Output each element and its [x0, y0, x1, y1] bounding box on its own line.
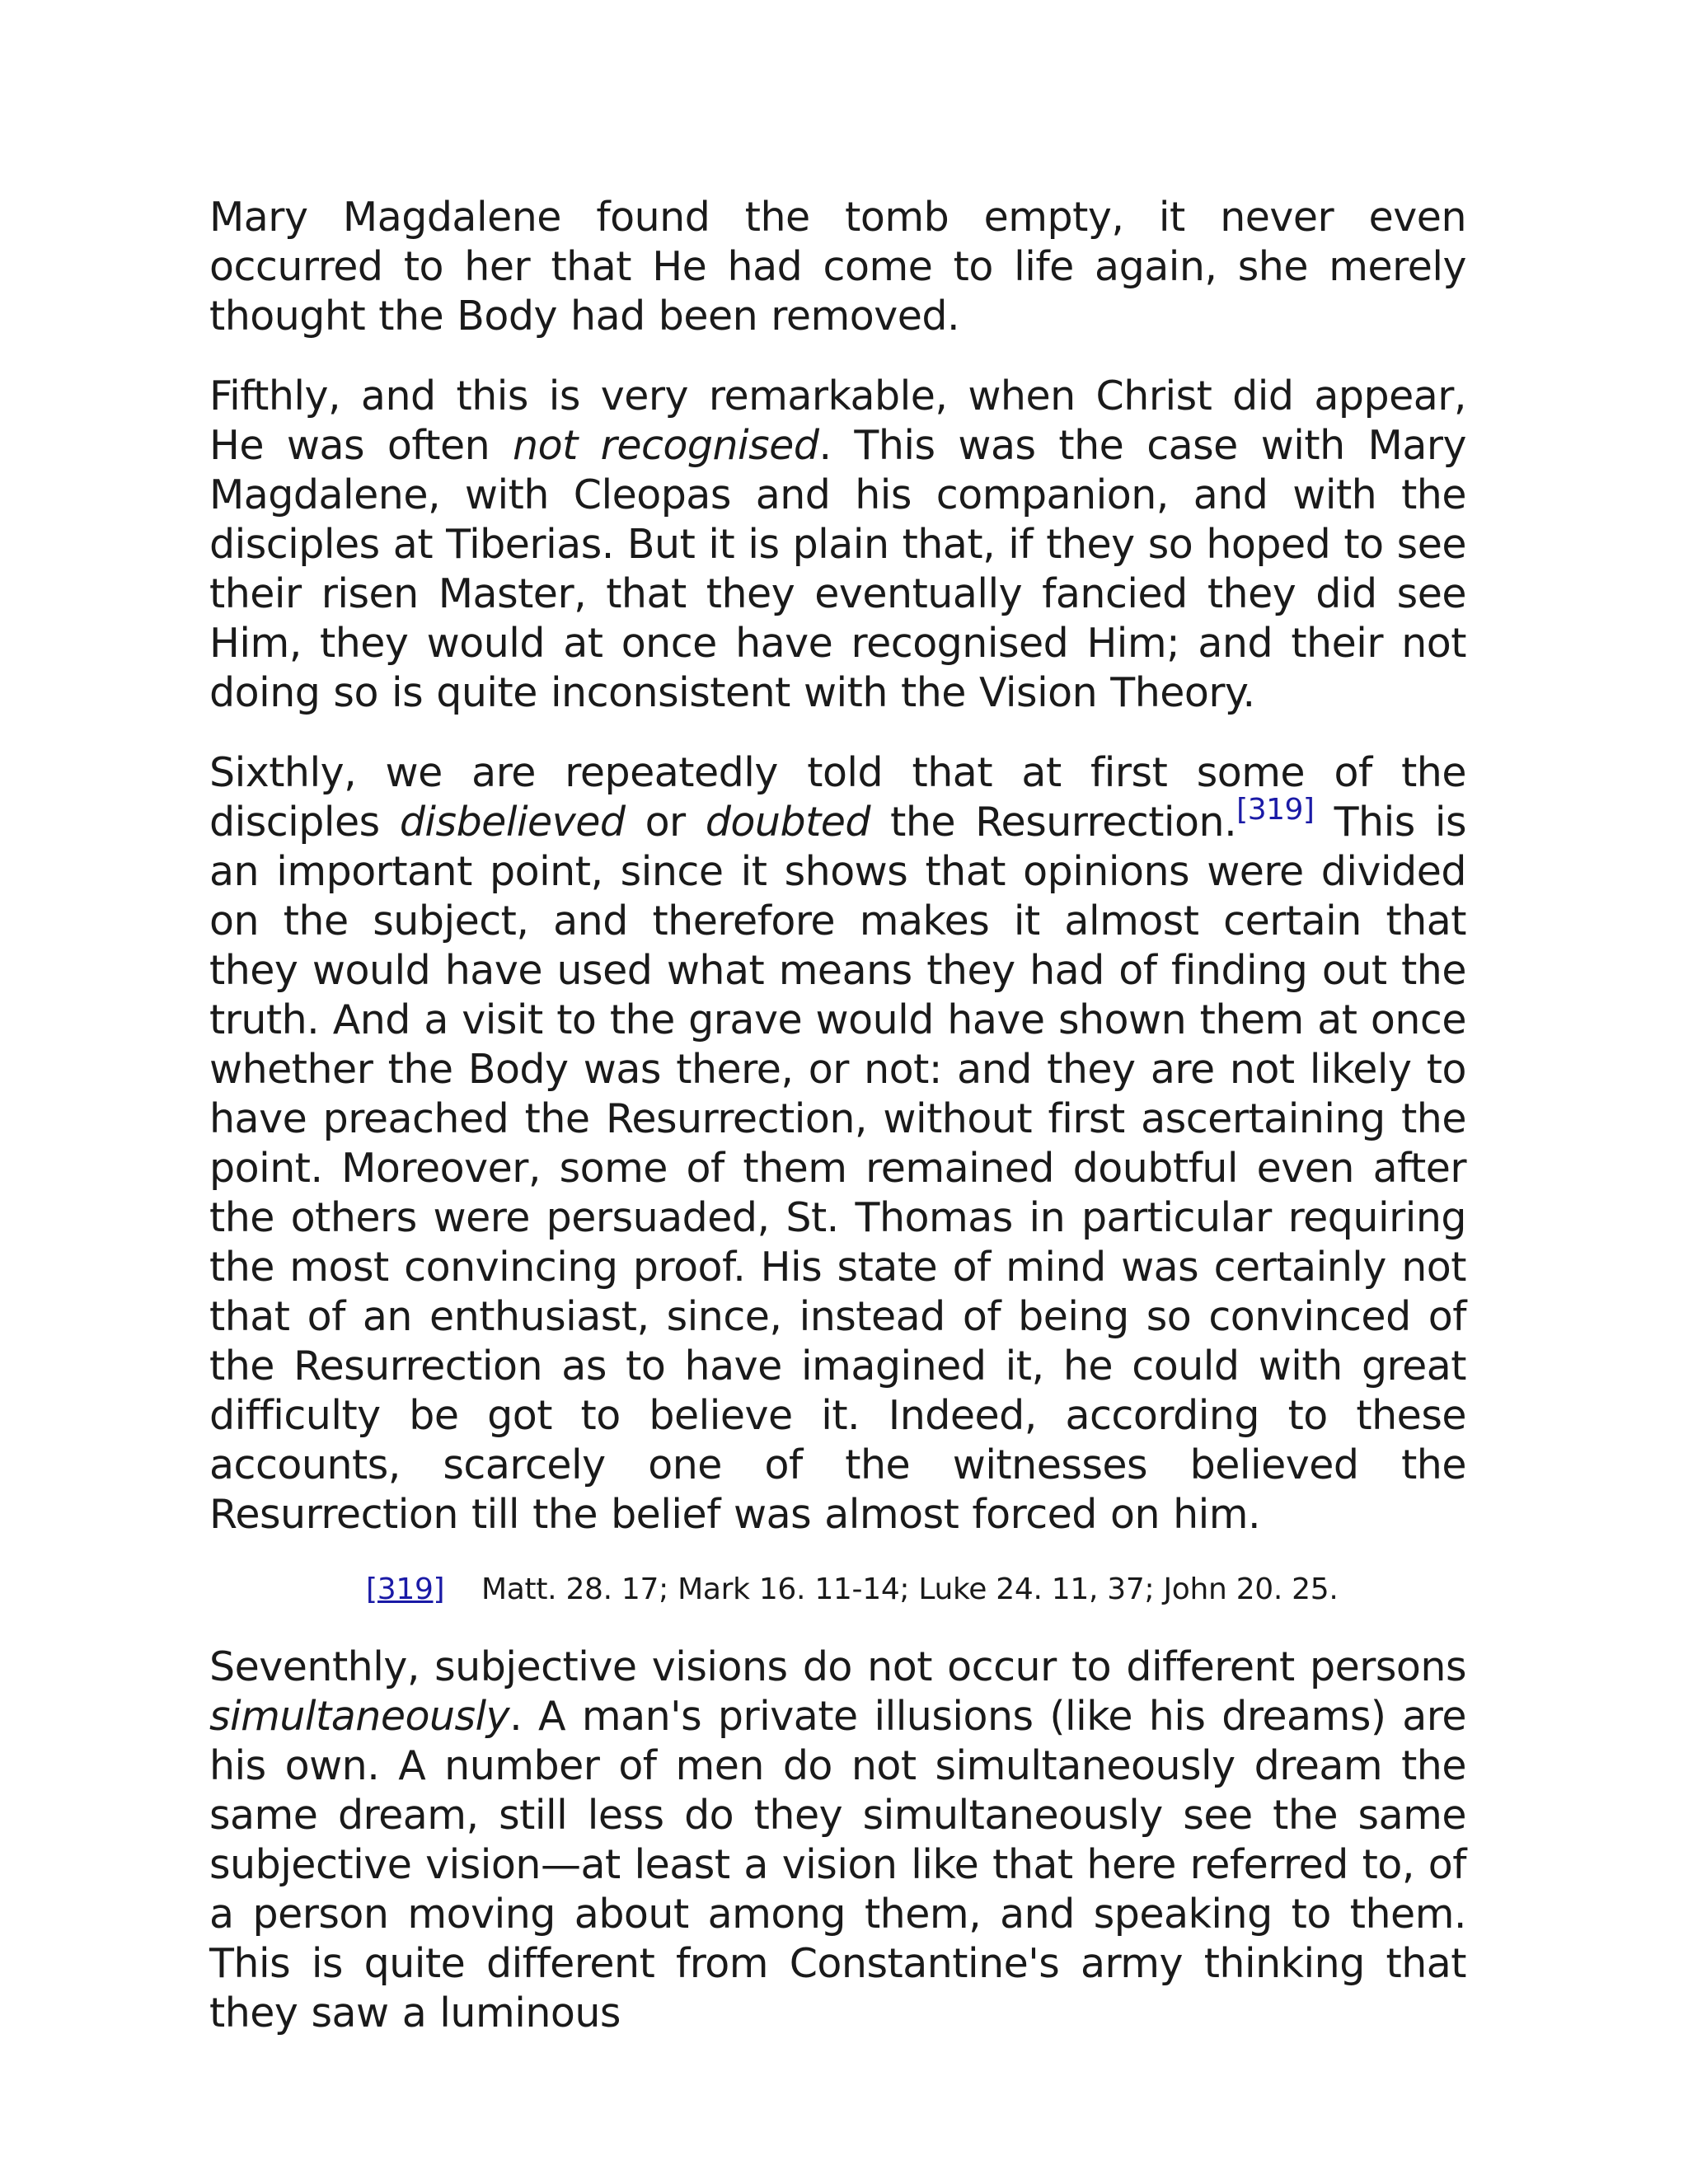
paragraph-tomb-empty	[209, 193, 1466, 341]
emphasis-doubted: doubted	[705, 799, 871, 846]
paragraph-text: Mary Magdalene found the tomb empty, it never even occurred to her that He had come to life again, she merely thought the Body had been removed.	[209, 194, 1466, 340]
paragraph-text: or	[625, 799, 706, 846]
paragraph-text: Sixthly, we are repeatedly told that at first some of the disciples	[209, 749, 1466, 846]
emphasis-simultaneously: simultaneously	[209, 1693, 510, 1740]
paragraph-text: Seventhly, subjective visions do not occur to different persons	[209, 1643, 1466, 1690]
paragraph-text: Fifthly, and this is very remarkable, when Christ did appear, He was often	[209, 373, 1466, 469]
paragraph-seventhly	[209, 1643, 1466, 2038]
paragraph-sixthly	[209, 748, 1466, 1540]
footnote-reference-link[interactable]: [319]	[1236, 793, 1315, 827]
page-content	[209, 193, 1466, 2069]
paragraph-text: the Resurrection.	[870, 799, 1237, 846]
footnote-text: Matt. 28. 17; Mark 16. 11-14; Luke 24. 11, 37; John 20. 25.	[481, 1572, 1339, 1606]
paragraph-text: This is an important point, since it shows that opinions were divided on the subject, and therefore makes it almost certain that they would have used what means they had of finding out the truth. And a visit to the grave would have shown them at once whether the Body was there, or not: and they are not likely to have preached the Resurrection, without first ascertaining the point. Moreover, some of them remained doubtful even after the others were persuaded, St. Thomas in particular requiring the most convincing proof. His state of mind was certainly not that of an enthusiast, since, instead of being so convinced of the Resurrection as to have imagined it, he could with great difficulty be got to believe it. Indeed, according to these accounts, scarcely one of the witnesses believed the Resurrection till the belief was almost forced on him.	[209, 799, 1466, 1538]
emphasis-disbelieved: disbelieved	[399, 799, 626, 846]
footnote-backlink[interactable]: [319]	[366, 1572, 445, 1606]
emphasis-not-recognised: not recognised	[513, 422, 819, 469]
footnote	[209, 1570, 1466, 1610]
paragraph-text: . This was the case with Mary Magdalene, with Cleopas and his companion, and with the disciples at Tiberias. But it is plain that, if they so hoped to see their risen Master, that they eventually fancied they did see Him, they would at once have recognised Him; and their not doing so is quite inconsistent with the Vision Theory.	[209, 422, 1466, 716]
paragraph-fifthly	[209, 372, 1466, 718]
paragraph-text: . A man's private illusions (like his dreams) are his own. A number of men do not simultaneously dream the same dream, still less do they simultaneously see the same subjective vision—at least a vision like that here referred to, of a person moving about among them, and speaking to them. This is quite different from Constantine's army thinking that they saw a luminous	[209, 1693, 1466, 2036]
